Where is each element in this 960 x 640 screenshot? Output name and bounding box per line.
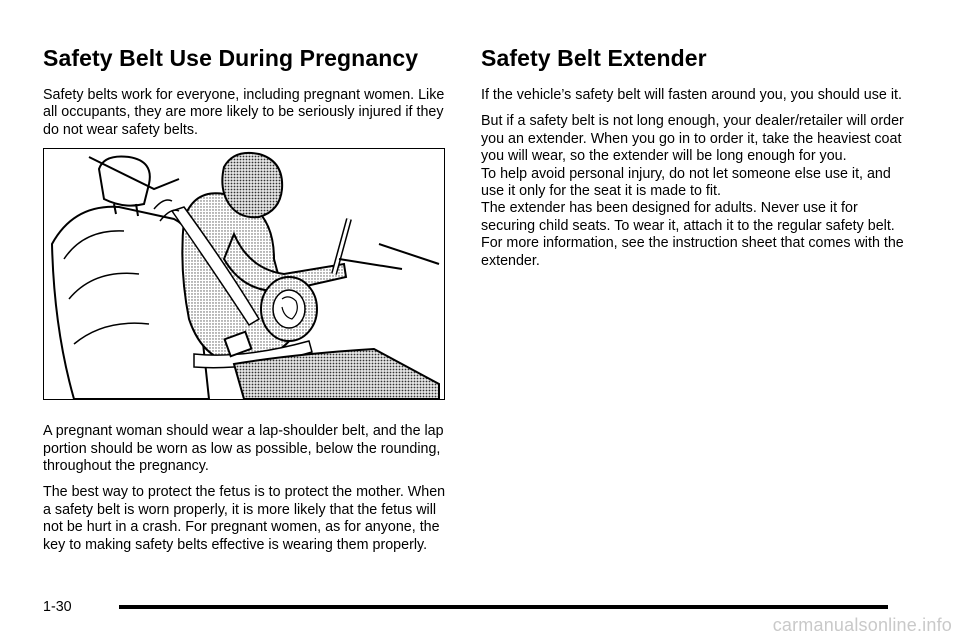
fetus [273,290,305,328]
page-footer [43,596,888,618]
extender-para-2b: To help avoid personal injury, do not let someone else use it, and use it only for the seat it is made to fit. [481,165,891,200]
extender-para-1: If the vehicle’s safety belt will fasten around you, you should use it. [481,87,902,103]
left-column [43,43,453,563]
pregnancy-para-1: A pregnant woman should wear a lap-shoulder belt, and the lap portion should be worn as low as possible, below the rounding, throughout the pregnancy. [43,423,444,475]
head [222,153,282,217]
pregnancy-para-2: The best way to protect the fetus is to protect the mother. When a safety belt is worn properly, it is more likely that the fetus will not be hurt in a crash. For pregnant women, as for anyone, the key to making safety belts effective is wearing them properly. [43,484,446,553]
pregnant-woman-seatbelt-illustration [43,148,445,400]
watermark: carmanualsonline.info [772,615,952,635]
footer-rule [119,605,888,609]
headrest [99,157,150,206]
pregnancy-intro: Safety belts work for everyone, including pregnant women. Like all occupants, they are more likely to be seriously injured if they do not wear safety belts. [43,87,445,138]
extender-heading: Safety Belt Extender [481,45,707,71]
pregnancy-heading: Safety Belt Use During Pregnancy [43,45,419,71]
right-column [481,43,911,270]
extender-para-2a: But if a safety belt is not long enough, your dealer/retailer will order you an extender. When you go in to order it, take the heaviest coat you will wear, so the extender will be long enough for you. [481,113,904,165]
page-number: 1-30 [43,599,72,615]
extender-para-2c: The extender has been designed for adults. Never use it for securing child seats. To wear it, attach it to the regular safety belt. For more information, see the instruction sheet that comes with the extender. [481,200,904,269]
